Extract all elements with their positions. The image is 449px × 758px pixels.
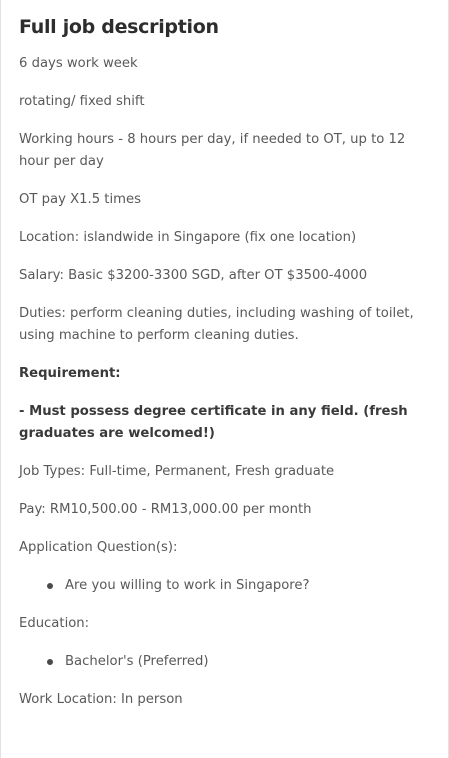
work-week-text: 6 days work week <box>19 56 138 71</box>
section-title: Full job description <box>19 16 219 38</box>
location-text: Location: islandwide in Singapore (fix one location) <box>19 230 357 245</box>
duties-text: Duties: perform cleaning duties, including washing of toilet, using machine to perform cleaning duties. <box>19 306 414 343</box>
application-questions-heading: Application Question(s): <box>19 540 178 555</box>
salary-text: Salary: Basic $3200-3300 SGD, after OT $3500-4000 <box>19 268 368 283</box>
requirement-detail: - Must possess degree certificate in any field. (fresh graduates are welcomed!) <box>19 404 408 441</box>
education-item-text: Bachelor's (Preferred) <box>65 654 209 669</box>
ot-pay-text: OT pay X1.5 times <box>19 192 141 207</box>
pay-text: Pay: RM10,500.00 - RM13,000.00 per month <box>19 502 312 517</box>
requirement-heading: Requirement: <box>19 366 121 381</box>
job-types-text: Job Types: Full-time, Permanent, Fresh graduate <box>19 464 335 479</box>
application-questions-list <box>19 575 432 597</box>
bullet-icon <box>47 583 53 589</box>
work-location-text: Work Location: In person <box>19 692 183 707</box>
bullet-icon <box>47 659 53 665</box>
application-question-text: Are you willing to work in Singapore? <box>65 578 310 593</box>
education-heading: Education: <box>19 616 90 631</box>
shift-text: rotating/ fixed shift <box>19 94 145 109</box>
education-list <box>19 651 432 673</box>
working-hours-text: Working hours - 8 hours per day, if needed to OT, up to 12 hour per day <box>19 132 406 169</box>
list-item <box>47 651 432 673</box>
list-item <box>47 575 432 597</box>
